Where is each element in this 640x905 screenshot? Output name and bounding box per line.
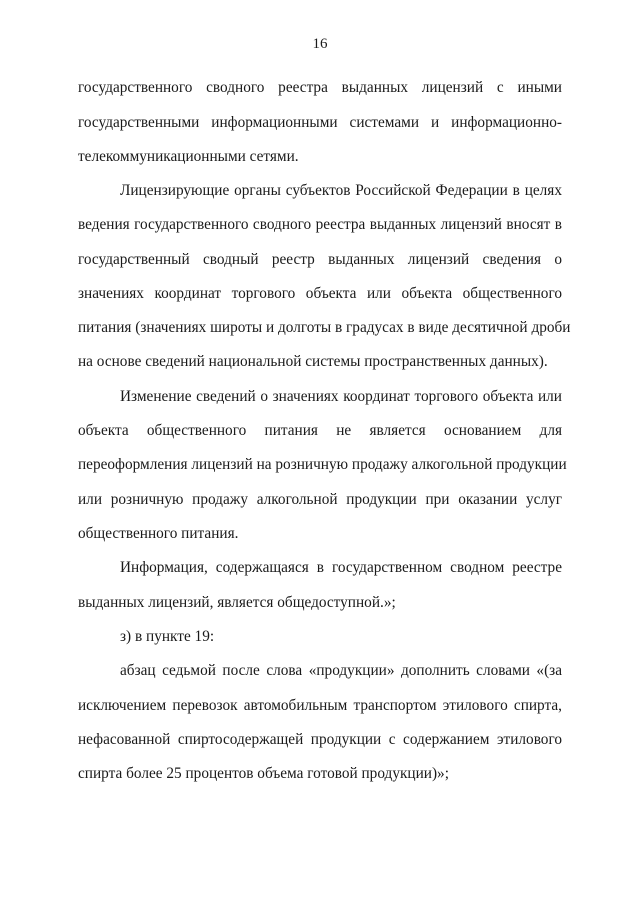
text-line: нефасованной спиртосодержащей продукции с содержанием этилового — [78, 731, 562, 748]
text-line: или розничную продажу алкогольной продукции при оказании услуг — [78, 491, 562, 508]
text-line: Лицензирующие органы субъектов Российской Федерации в целях — [120, 182, 562, 199]
text-line: Информация, содержащаяся в государственном сводном реестре — [120, 559, 562, 576]
page-number: 16 — [312, 36, 328, 52]
text-line: переоформления лицензий на розничную продажу алкогольной продукции — [78, 456, 567, 473]
text-line: телекоммуникационными сетями. — [78, 148, 299, 165]
text-line: исключением перевозок автомобильным транспортом этилового спирта, — [78, 697, 562, 714]
text-line: выданных лицензий, является общедоступной.»; — [78, 594, 396, 611]
text-line: государственного сводного реестра выданных лицензий с иными — [78, 79, 562, 96]
text-line: государственный сводный реестр выданных лицензий сведения о — [78, 251, 562, 268]
text-line: государственными информационными системами и информационно- — [78, 114, 562, 131]
text-line: з) в пункте 19: — [120, 628, 215, 645]
text-line: абзац седьмой после слова «продукции» дополнить словами «(за — [120, 662, 562, 679]
text-line: общественного питания. — [78, 525, 239, 542]
text-line: Изменение сведений о значениях координат торгового объекта или — [120, 388, 562, 405]
text-line: питания (значениях широты и долготы в градусах в виде десятичной дроби — [78, 319, 571, 336]
text-line: значениях координат торгового объекта или объекта общественного — [78, 285, 562, 302]
text-line: спирта более 25 процентов объема готовой продукции)»; — [78, 765, 449, 782]
text-line: на основе сведений национальной системы пространственных данных). — [78, 353, 548, 370]
text-line: ведения государственного сводного реестра выданных лицензий вносят в — [78, 216, 562, 233]
text-line: объекта общественного питания не является основанием для — [78, 422, 562, 439]
